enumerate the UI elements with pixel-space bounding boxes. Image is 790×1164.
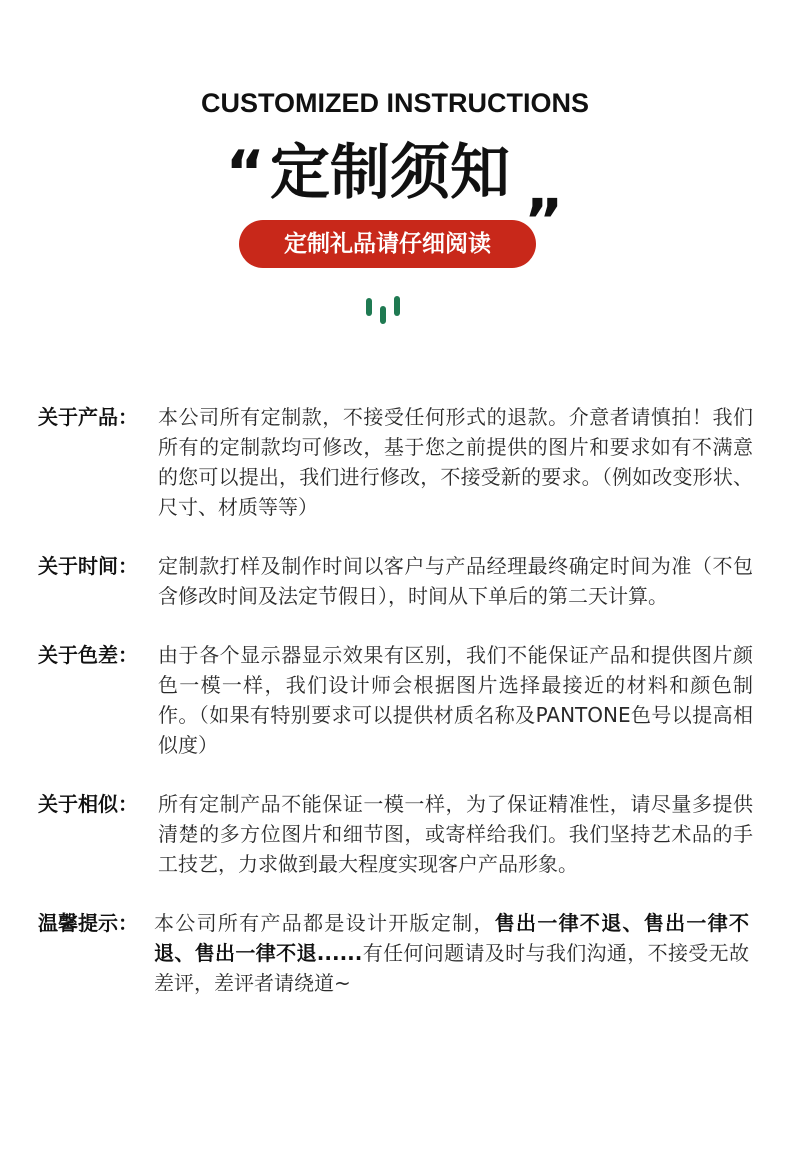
- section-label: 关于时间：: [38, 554, 138, 578]
- read-carefully-badge: 定制礼品请仔细阅读: [239, 220, 536, 268]
- notice-no-return: 售出一律不退、售出一律不退、售出一律不退......: [154, 911, 750, 965]
- divider-marks-icon: [366, 294, 406, 324]
- section-label: 关于色差：: [38, 643, 138, 667]
- section-color: [38, 640, 758, 760]
- notice-text-2: 有任何问题请及时与我们沟通，不接受无故差评，差评者请绕道~: [154, 941, 749, 995]
- title-block: [0, 138, 790, 224]
- quote-open: “: [225, 138, 265, 208]
- page-title: 定制须知: [270, 138, 510, 208]
- quote-close: „: [525, 154, 565, 224]
- notice-body: [154, 908, 749, 998]
- section-time: [38, 551, 758, 611]
- section-body: 由于各个显示器显示效果有区别，我们不能保证产品和提供图片颜色一模一样，我们设计师会根据图片选择最接近的材料和颜色制作。（如果有特别要求可以提供材质名称及PANTONE色号以提高相似度）: [158, 643, 753, 757]
- subtitle-en: CUSTOMIZED INSTRUCTIONS: [200, 88, 589, 118]
- notice-text-1: 本公司所有产品都是设计开版定制，: [154, 911, 495, 935]
- section-label: 关于产品：: [38, 405, 138, 429]
- instructions-list: [38, 402, 758, 1027]
- section-body: 本公司所有定制款，不接受任何形式的退款。介意者请慎拍！我们所有的定制款均可修改，基于您之前提供的图片和要求如有不满意的您可以提出，我们进行修改，不接受新的要求。（例如改变形状、尺寸、材质等等）: [158, 405, 753, 519]
- section-similarity: [38, 789, 758, 879]
- section-product: [38, 402, 758, 522]
- notice-label: 温馨提示：: [38, 911, 138, 935]
- section-body: 所有定制产品不能保证一模一样，为了保证精准性，请尽量多提供清楚的多方位图片和细节图，或寄样给我们。我们坚持艺术品的手工技艺，力求做到最大程度实现客户产品形象。: [158, 792, 753, 876]
- section-body: 定制款打样及制作时间以客户与产品经理最终确定时间为准（不包含修改时间及法定节假日），时间从下单后的第二天计算。: [158, 554, 753, 608]
- section-notice: [38, 908, 758, 998]
- section-label: 关于相似：: [38, 792, 138, 816]
